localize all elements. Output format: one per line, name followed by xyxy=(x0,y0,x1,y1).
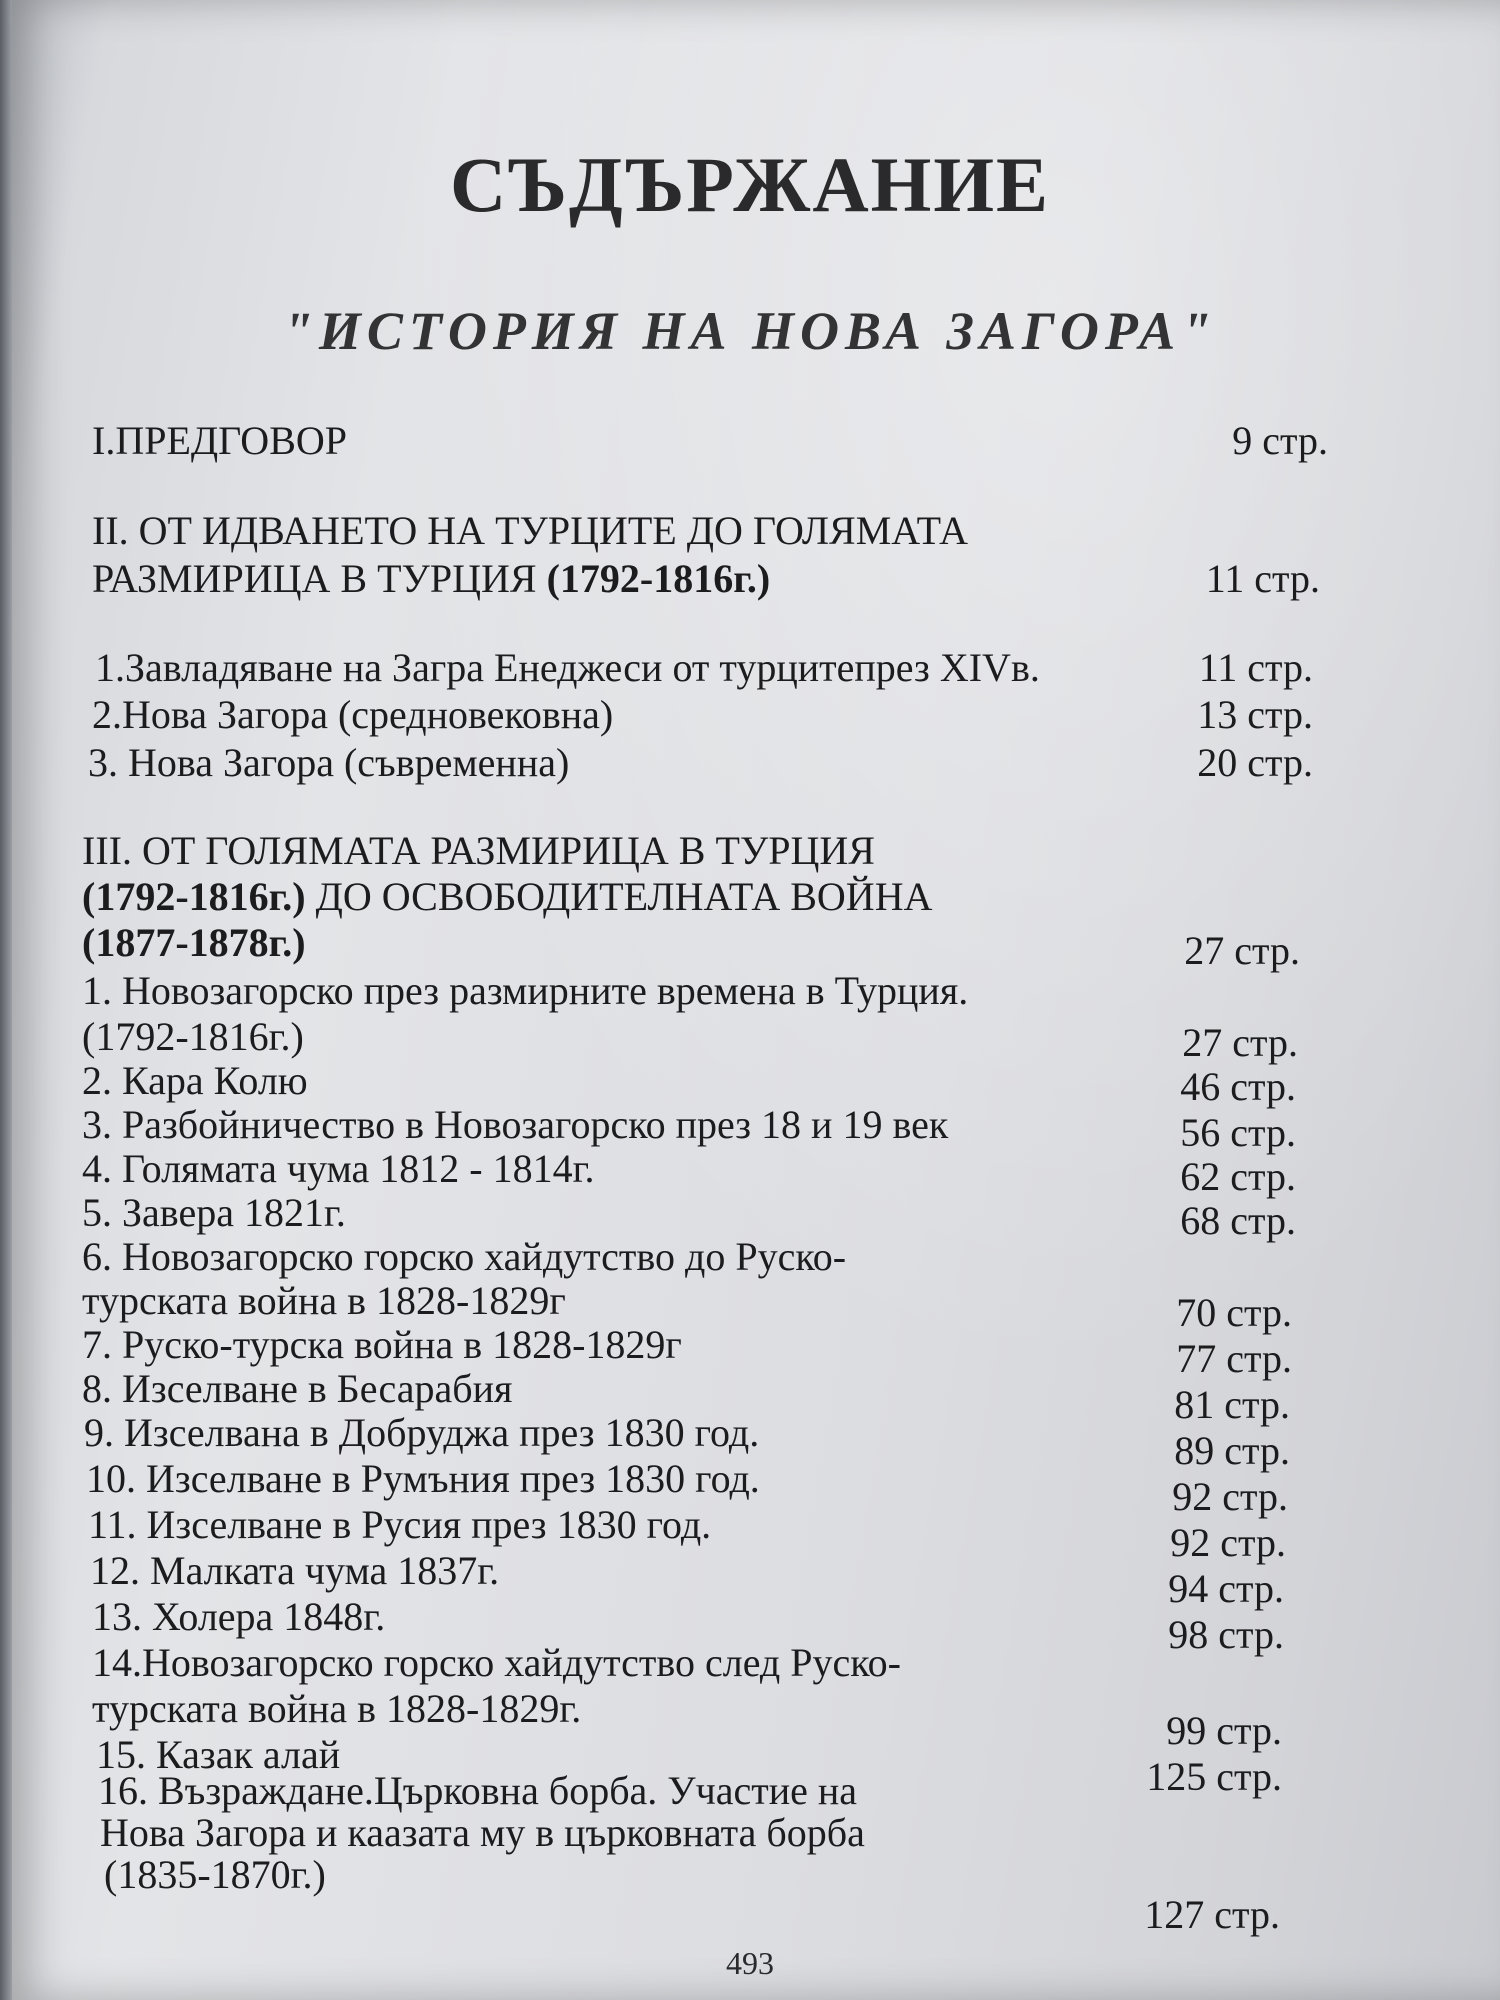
toc-item: (1792-1816г.) xyxy=(82,1014,304,1059)
toc-item: 6. Новозагорско горско хайдутство до Руско- xyxy=(82,1234,847,1279)
toc-item-page: 94 стр. xyxy=(1168,1566,1284,1611)
toc-item: Нова Загора и каазата му в църковната борба xyxy=(100,1810,865,1855)
toc-section-1-title: I.ПРЕДГОВОР xyxy=(92,418,347,463)
toc-item: 5. Завера 1821г. xyxy=(82,1190,346,1235)
toc-item: 13. Холера 1848г. xyxy=(92,1594,386,1639)
toc-item: 16. Възраждане.Църковна борба. Участие на xyxy=(98,1768,858,1813)
book-title: "ИСТОРИЯ НА НОВА ЗАГОРА" xyxy=(282,301,1218,361)
toc-item-page: 99 стр. xyxy=(1166,1708,1282,1753)
toc-item: турската война в 1828-1829г. xyxy=(92,1686,582,1731)
toc-section-2-title-line1: II. ОТ ИДВАНЕТО НА ТУРЦИТЕ ДО ГОЛЯМАТА xyxy=(92,508,968,553)
toc-item: 1.Завладяване на Загра Енеджеси от турцитепрез XIVв. xyxy=(95,645,1040,690)
toc-item-page: 92 стр. xyxy=(1170,1520,1286,1565)
toc-item-page: 62 стр. xyxy=(1180,1154,1296,1199)
toc-section-3-page: 27 стр. xyxy=(1184,928,1300,973)
toc-item: 11. Изселване в Русия през 1830 год. xyxy=(88,1502,712,1547)
toc-item: 14.Новозагорско горско хайдутство след Руско- xyxy=(92,1640,902,1685)
toc-item: 8. Изселване в Бесарабия xyxy=(82,1366,513,1411)
toc-item: 7. Руско-турска война в 1828-1829г xyxy=(82,1322,682,1367)
toc-section-2-title-line2 xyxy=(92,556,770,602)
toc-item: 1. Новозагорско през размирните времена в Турция. xyxy=(82,968,969,1013)
toc-item: 4. Голямата чума 1812 - 1814г. xyxy=(82,1146,595,1191)
toc-item-page: 70 стр. xyxy=(1176,1290,1292,1335)
toc-item-page: 68 стр. xyxy=(1180,1198,1296,1243)
toc-item: 12. Малката чума 1837г. xyxy=(90,1548,500,1593)
toc-item: турската война в 1828-1829г xyxy=(82,1278,566,1323)
toc-section-3-years-end: (1877-1878г.) xyxy=(82,920,306,965)
toc-item: 2. Кара Колю xyxy=(82,1058,308,1103)
toc-item: (1835-1870г.) xyxy=(104,1852,326,1897)
toc-item-page: 77 стр. xyxy=(1176,1336,1292,1381)
toc-section-2-page: 11 стр. xyxy=(1205,556,1320,601)
toc-item-page: 27 стр. xyxy=(1182,1020,1298,1065)
toc-item: 3. Разбойничество в Новозагорско през 18 и 19 век xyxy=(82,1102,949,1147)
toc-section-1-page: 9 стр. xyxy=(1232,418,1328,463)
toc-item: 2.Нова Загора (средновековна) xyxy=(92,692,614,737)
toc-section-2-title-line2-text: РАЗМИРИЦА В ТУРЦИЯ xyxy=(92,556,547,601)
toc-section-3-title-line1: III. ОТ ГОЛЯМАТА РАЗМИРИЦА В ТУРЦИЯ xyxy=(82,828,875,873)
toc-item-page: 13 стр. xyxy=(1197,692,1313,737)
toc-item-page: 89 стр. xyxy=(1174,1428,1290,1473)
toc-item-page: 125 стр. xyxy=(1146,1754,1282,1799)
toc-section-3-title-line2 xyxy=(82,874,932,920)
toc-item-page: 46 стр. xyxy=(1180,1064,1296,1109)
toc-item-page: 98 стр. xyxy=(1168,1612,1284,1657)
page-number: 493 xyxy=(726,1945,774,1981)
page-title: СЪДЪРЖАНИЕ xyxy=(449,141,1051,228)
toc-item: 3. Нова Загора (съвременна) xyxy=(88,740,570,785)
toc-item-page: 81 стр. xyxy=(1174,1382,1290,1427)
toc-item-page: 56 стр. xyxy=(1180,1110,1296,1155)
toc-item-page: 20 стр. xyxy=(1197,740,1313,785)
toc-section-2-years: (1792-1816г.) xyxy=(546,556,771,601)
toc-item: 15. Казак алай xyxy=(96,1732,341,1777)
toc-section-3-title-line2-text: ДО ОСВОБОДИТЕЛНАТА ВОЙНА xyxy=(305,874,933,919)
toc-item: 9. Изселвана в Добруджа през 1830 год. xyxy=(84,1410,760,1455)
toc-item-page: 11 стр. xyxy=(1198,645,1313,690)
toc-item: 10. Изселване в Румъния през 1830 год. xyxy=(86,1456,760,1501)
toc-item-page: 92 стр. xyxy=(1172,1474,1288,1519)
toc-section-3-years-start: (1792-1816г.) xyxy=(82,874,306,919)
toc-item-page: 127 стр. xyxy=(1144,1892,1280,1937)
